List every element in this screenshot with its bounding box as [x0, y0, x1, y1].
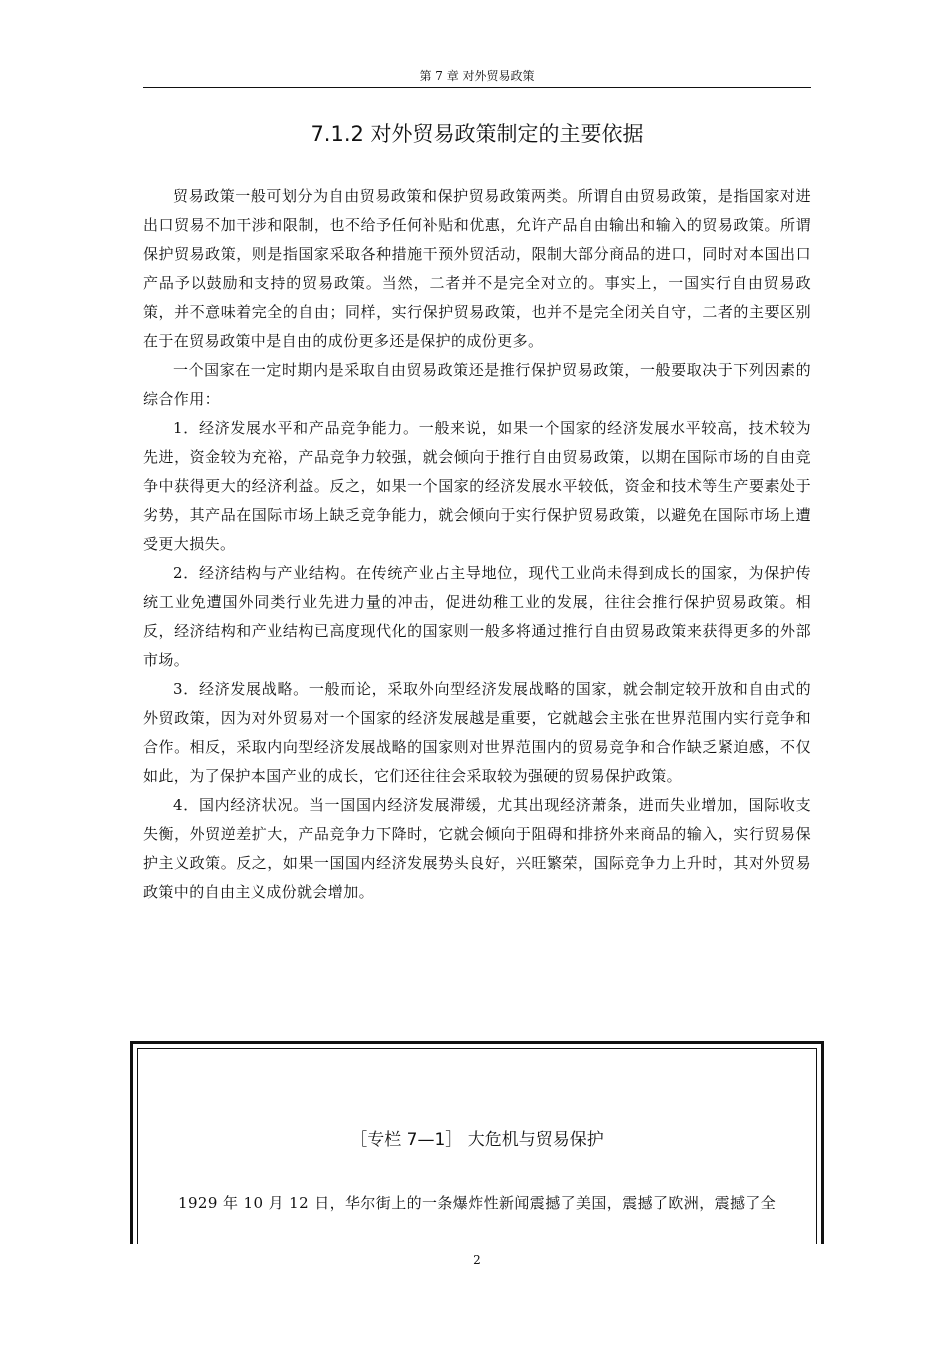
- sidebar-box-text: 1929 年 10 月 12 日，华尔街上的一条爆炸性新闻震撼了美国，震撼了欧洲，震撼了全: [178, 1194, 777, 1212]
- paragraph-factor-2: 2．经济结构与产业结构。在传统产业占主导地位，现代工业尚未得到成长的国家，为保护传统工业免遭国外同类行业先进力量的冲击，促进幼稚工业的发展，往往会推行保护贸易政策。相反，经济结构和产业结构已高度现代化的国家则一般多将通过推行自由贸易政策来获得更多的外部市场。: [143, 564, 811, 669]
- page-number: 2: [473, 1253, 481, 1267]
- running-header: 第 7 章 对外贸易政策: [419, 69, 535, 83]
- paragraph-intro: 贸易政策一般可划分为自由贸易政策和保护贸易政策两类。所谓自由贸易政策，是指国家对进出口贸易不加干涉和限制，也不给予任何补贴和优惠，允许产品自由输出和输入的贸易政策。所谓保护贸易政策，则是指国家采取各种措施干预外贸活动，限制大部分商品的进口，同时对本国出口产品予以鼓励和支持的贸易政策。当然，二者并不是完全对立的。事实上，一国实行自由贸易政策，并不意味着完全的自由；同样，实行保护贸易政策，也并不是完全闭关自守，二者的主要区别在于在贸易政策中是自由的成份更多还是保护的成份更多。: [143, 187, 811, 350]
- paragraph-factor-3: 3．经济发展战略。一般而论，采取外向型经济发展战略的国家，就会制定较开放和自由式的外贸政策，因为对外贸易对一个国家的经济发展越是重要，它就越会主张在世界范围内实行竞争和合作。相反，采取内向型经济发展战略的国家则对世界范围内的贸易竞争和合作缺乏紧迫感，不仅如此，为了保护本国产业的成长，它们还往往会采取较为强硬的贸易保护政策。: [143, 680, 811, 785]
- body-text: [143, 182, 811, 907]
- paragraph-factor-4: 4．国内经济状况。当一国国内经济发展滞缓，尤其出现经济萧条，进而失业增加，国际收支失衡，外贸逆差扩大，产品竞争力下降时，它就会倾向于阻碍和排挤外来商品的输入，实行贸易保护主义政策。反之，如果一国国内经济发展势头良好，兴旺繁荣，国际竞争力上升时，其对外贸易政策中的自由主义成份就会增加。: [143, 796, 811, 901]
- header-rule: [143, 87, 811, 88]
- section-title: 7.1.2 对外贸易政策制定的主要依据: [310, 122, 644, 146]
- sidebar-box-inner-frame: [137, 1048, 817, 1244]
- sidebar-box: [130, 1041, 824, 1244]
- sidebar-box-title: ［专栏 7—1］ 大危机与贸易保护: [350, 1130, 604, 1150]
- paragraph-factors-lead: 一个国家在一定时期内是采取自由贸易政策还是推行保护贸易政策，一般要取决于下列因素的综合作用：: [143, 361, 811, 408]
- paragraph-factor-1: 1．经济发展水平和产品竞争能力。一般来说，如果一个国家的经济发展水平较高，技术较为先进，资金较为充裕，产品竞争力较强，就会倾向于推行自由贸易政策，以期在国际市场的自由竞争中获得更大的经济利益。反之，如果一个国家的经济发展水平较低，资金和技术等生产要素处于劣势，其产品在国际市场上缺乏竞争能力，就会倾向于实行保护贸易政策，以避免在国际市场上遭受更大损失。: [143, 419, 811, 553]
